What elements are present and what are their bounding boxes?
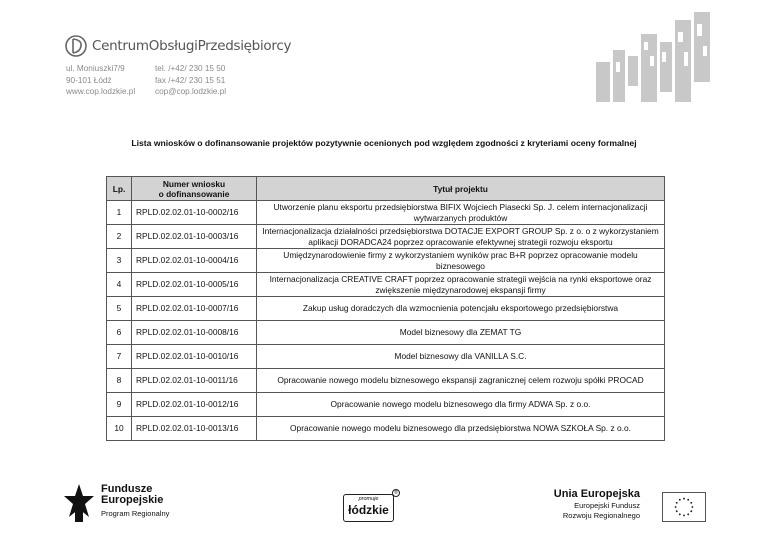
address-city: 90-101 Łódź [66,75,112,85]
row-number: RPLD.02.02.01-10-0010/16 [132,345,257,369]
table-row [107,393,665,417]
row-number: RPLD.02.02.01-10-0003/16 [132,225,257,249]
row-title-line2: aplikacji DORADCA24 poprzez opracowanie efektywnej strategii rozwoju eksportu [308,236,613,247]
eu-flag-star [691,506,693,508]
address-website: www.cop.lodzkie.pl [66,87,136,96]
row-title-line1: Umiędzynarodowienie firmy z wykorzystaniem wyników prac B+R poprzez opracowanie modelu [283,250,638,260]
row-number: RPLD.02.02.01-10-0004/16 [132,249,257,273]
row-title-line1: Opracowanie nowego modelu biznesowego ekspansji zagranicznej celem rozwoju spółki PROCAD [277,375,644,386]
row-lp: 2 [107,225,132,249]
eu-flag-star [683,498,685,500]
ue-line2: Rozwoju Regionalnego [562,511,640,520]
table-row [107,417,665,441]
eu-flag-star [679,513,681,515]
address-street: ul. Moniuszki7/9 [66,64,125,73]
row-lp: 5 [107,297,132,321]
row-title-line1: Model biznesowy dla VANILLA S.C. [394,351,527,362]
promuje-top: promuje [358,496,379,502]
table-row [107,297,665,321]
row-number: RPLD.02.02.01-10-0011/16 [132,369,257,393]
table-row [107,225,665,249]
eu-flag-star [676,510,678,512]
ue-text-block [520,488,640,521]
eu-flag-star [690,502,692,504]
row-title-line1: Utworzenie planu eksportu przedsiębiorstwa BIFIX Wojciech Piasecki Sp. J. celem internacjonalizacji [273,202,648,212]
promuje-lodzkie-logo [343,494,394,522]
contact-block [155,63,226,98]
row-number: RPLD.02.02.01-10-0012/16 [132,393,257,417]
eu-flag-icon [662,492,706,522]
ue-title: Unia Europejska [553,488,640,500]
header-number-line2: o dofinansowanie [158,188,230,199]
fe-line1: Fundusze [101,483,153,495]
header-number-line1: Numer wniosku [162,178,226,189]
promuje-main: łódzkie [348,503,389,517]
row-title-line2: biznesowego [436,260,485,271]
header-number [132,177,257,201]
table-row [107,249,665,273]
row-title [257,249,665,273]
row-title [257,321,665,345]
row-title [257,273,665,297]
table-row [107,321,665,345]
applications-table [106,176,665,441]
header-title: Tytuł projektu [257,177,665,201]
row-lp: 7 [107,345,132,369]
eu-flag-star [683,514,685,516]
address-block [66,63,135,98]
row-title [257,417,665,441]
eu-flag-star [687,499,689,501]
row-lp: 3 [107,249,132,273]
row-number: RPLD.02.02.01-10-0005/16 [132,273,257,297]
row-number: RPLD.02.02.01-10-0008/16 [132,321,257,345]
table-body [107,201,665,441]
table-row [107,201,665,225]
row-title-line1: Model biznesowy dla ZEMAT TG [399,327,522,338]
table-header-row [107,177,665,201]
eu-flag-star [679,499,681,501]
row-title-line1: Internacjonalizacja CREATIVE CRAFT poprzez opracowanie strategii wejścia na rynki eksportowe oraz [269,274,652,284]
row-title-line2: wytwarzanych produktów [413,212,508,223]
contact-email: cop@cop.lodzkie.pl [155,87,227,96]
cop-logo-icon [64,34,88,58]
fe-line2: Europejskie [101,494,164,506]
fundusze-europejskie-star-icon [64,484,94,522]
document-title: Lista wniosków o dofinansowanie projektów pozytywnie ocenionych pod względem zgodności z kryteriami oceny formalnej [131,138,637,148]
org-name: CentrumObsługiPrzedsiębiorcy [92,38,292,54]
row-lp: 6 [107,321,132,345]
contact-fax: fax /+42/ 230 15 51 [155,75,226,85]
row-title [257,369,665,393]
row-number: RPLD.02.02.01-10-0007/16 [132,297,257,321]
eu-flag-star [675,506,677,508]
city-skyline-graphic [596,12,714,102]
row-title [257,201,665,225]
row-lp: 9 [107,393,132,417]
row-title [257,297,665,321]
row-title-line1: Opracowanie nowego modelu biznesowego dla firmy ADWA Sp. z o.o. [330,399,591,410]
row-lp: 1 [107,201,132,225]
fundusze-europejskie-logo [64,484,169,522]
table-row [107,369,665,393]
row-title [257,345,665,369]
row-title-line1: Opracowanie nowego modelu biznesowego dla przedsiębiorstwa NOWA SZKOŁA Sp. z o.o. [290,423,631,434]
eu-flag-star [676,502,678,504]
row-lp: 10 [107,417,132,441]
row-lp: 8 [107,369,132,393]
table-row [107,345,665,369]
row-title-line1: Internacjonalizacja działalności przedsiębiorstwa DOTACJE EXPORT GROUP Sp. z o. o z wykorzystaniem [262,226,659,236]
row-title [257,393,665,417]
footer-logos [0,484,768,534]
eu-flag-star [687,513,689,515]
eu-flag-star [690,510,692,512]
fe-line3: Program Regionalny [101,509,170,518]
row-number: RPLD.02.02.01-10-0013/16 [132,417,257,441]
table-row [107,273,665,297]
row-lp: 4 [107,273,132,297]
header-lp: Lp. [107,177,132,201]
ue-line1: Europejski Fundusz [574,501,640,510]
contact-phone: tel. /+42/ 230 15 50 [155,64,226,73]
registered-mark: ® [392,489,400,497]
cop-logo [64,34,291,58]
row-number: RPLD.02.02.01-10-0002/16 [132,201,257,225]
row-title-line2: zwiększenie międzynarodowej ekspansji firmy [375,284,546,295]
row-title-line1: Zakup usług doradczych dla wzmocnienia potencjału eksportowego przedsiębiorstwa [302,303,619,314]
row-title [257,225,665,249]
